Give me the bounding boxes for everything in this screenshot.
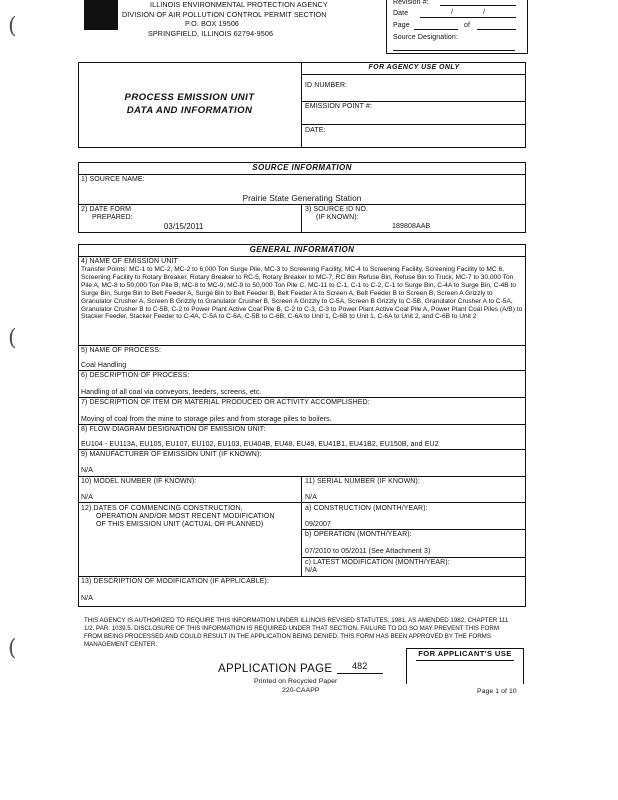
id-number-rule: [301, 101, 526, 102]
source-id-label-1: 3) SOURCE ID NO.: [305, 206, 369, 213]
q13-value: N/A: [81, 595, 93, 602]
q10-q11-split: [301, 476, 302, 577]
source-designation-label: Source Designation:: [393, 34, 458, 41]
q10-value: N/A: [81, 494, 93, 501]
agency-use-header: FOR AGENCY USE ONLY: [368, 64, 460, 71]
source-id-label-2: (IF KNOWN):: [316, 214, 359, 221]
q12b-value: 07/2010 to 05/2011 (See Attachment 3): [305, 548, 431, 555]
applicant-use-underline: [416, 660, 514, 661]
q12-label-3: OF THIS EMISSION UNIT (ACTUAL OR PLANNED): [96, 521, 264, 528]
punch-mark-top: (: [8, 14, 17, 39]
source-info-header: SOURCE INFORMATION: [252, 163, 352, 172]
revision-label: Revision #:: [393, 0, 429, 6]
agency-logo: [84, 0, 118, 30]
q12a-value: 09/2007: [305, 521, 332, 528]
source-id-value: 189808AAB: [392, 223, 431, 230]
q12b-label: b) OPERATION (MONTH/YEAR):: [305, 531, 412, 538]
agency-line-3: P.O. BOX 19506: [185, 19, 240, 28]
q5-rule: [78, 370, 526, 371]
q6-rule: [78, 397, 526, 398]
application-page-line: [337, 673, 383, 674]
authority-disclaimer: THIS AGENCY IS AUTHORIZED TO REQUIRE THIS INFORMATION UNDER ILLINOIS REVISED STATUTES, 1981, AS AMENDED 1982, CHAPTER 111 1/2, PAR. 1039.5. DISCLOSURE OF THIS INFORMATION IS REQUIRED UNDER THAT SECTION. FAILURE TO DO SO MAY PREVENT THIS FORM FROM BEING PROCESSED AND COULD RESULT IN THE APPLICATION BEING DENIED. THIS FORM HAS BEEN APPROVED BY THE FORMS MANAGEMENT CENTER.: [84, 617, 509, 648]
date-line: [420, 17, 516, 18]
revision-page-label: Page: [393, 22, 410, 29]
revision-line: [440, 5, 516, 6]
page-of-line: [477, 29, 516, 30]
applicant-use-label: FOR APPLICANT'S USE: [418, 649, 512, 658]
q9-value: N/A: [81, 467, 93, 474]
q9-rule: [78, 476, 526, 477]
recycled-paper-note: Printed on Recycled Paper: [254, 678, 338, 685]
q8-value: EU104 - EU113A, EU105, EU107, EU102, EU103, EU404B, EU48, EU49, EU41B1, EU41B2, EU150B, and EU2: [81, 441, 439, 448]
source-name-value: Prairie State Generating Station: [242, 194, 362, 203]
date-form-value: 03/15/2011: [164, 222, 204, 231]
q12-rule: [78, 576, 526, 577]
q4-label: 4) NAME OF EMISSION UNIT: [81, 258, 178, 265]
agency-use-rule: [301, 74, 526, 75]
source-info-header-rule: [78, 174, 526, 175]
date-slash-1: /: [451, 9, 454, 16]
q12-label-2: OPERATION AND/OR MOST RECENT MODIFICATION: [96, 513, 275, 520]
q4-rule: [78, 345, 526, 346]
q12a-label: a) CONSTRUCTION (MONTH/YEAR):: [305, 505, 428, 512]
date-slash-2: /: [483, 9, 486, 16]
agency-line-2: DIVISION OF AIR POLLUTION CONTROL PERMIT SECTION: [122, 10, 327, 19]
emission-point-rule: [301, 124, 526, 125]
source-split: [301, 204, 302, 233]
agency-line-1: ILLINOIS ENVIRONMENTAL PROTECTION AGENCY: [150, 0, 328, 9]
general-info-header: GENERAL INFORMATION: [249, 245, 355, 254]
punch-mark-bottom: (: [8, 636, 17, 661]
q5-value: Coal Handling: [81, 362, 127, 369]
q7-value: Moving of coal from the mine to storage piles and from storage piles to boilers.: [81, 416, 332, 423]
q10-rule: [78, 502, 526, 503]
q8-rule: [78, 449, 526, 450]
date-form-label-2: PREPARED:: [92, 214, 133, 221]
form-title-line-1: PROCESS EMISSION UNIT: [124, 92, 255, 103]
q4-emission-unit-text: Transfer Points: MC-1 to MC-2, MC-2 to 6,000 Ton Surge Pile, MC-3 to Screening Facility, MC-4 to Screening Facility, Screening Facility to MC 6, Screening Facility to Rotary Breaker, Rotary Breaker to RC-5, Rotary Breaker to MC-7, RC Bin Refuse Bin, Refuse Bin to Truck, MC-7 to 30,000 Ton Pile A, MC-8 to 50,000 Ton Pile B, MC-8 to MC-9, MC-9 to 50,000 Ton Pile C, MC-11 to C-1, C-1 to C-2, C-1 to Surge Bin, C-4A to Surge Bin, C-4B to Surge Bin, Surge Bin to Belt Feeder A, Surge Bin to Belt Feeder B, Belt Feeder A to Screen A, Belt Feeder B to Screen B, Screen A Grizzly to Granulator Crusher A, Screen B Grizzly to Granulator Crusher B, Screen A Grizzly to C-5A, Screen B Grizzly to C-5B, Granulator Crusher A to C-5A, Granulator Crusher B to C-5B, C-2 to Power Plant Active Coal Pile B, C-2 to C-3, C-3 to Power Plant Active Coal Pile A, Power Plant Coal Piles (A/B) to Stacker Feeder, Stacker Feeder to C-4A, C-5A to C-6A, C-5B to C-6B, C-6A to Unit 1, C-6B to Unit 1, C-6A to Unit 2, and C-6B to Unit 2: [81, 266, 523, 321]
emission-point-label: EMISSION POINT #:: [305, 103, 372, 110]
q6-value: Handling of all coal via conveyors, feeders, screens, etc.: [81, 389, 262, 396]
source-name-rule: [78, 204, 526, 205]
application-page-number: 482: [352, 661, 368, 671]
q8-label: 8) FLOW DIAGRAM DESIGNATION OF EMISSION UNIT:: [81, 426, 266, 433]
q12c-label: c) LATEST MODIFICATION (MONTH/YEAR):: [305, 559, 450, 566]
form-title-line-2: DATA AND INFORMATION: [126, 105, 253, 116]
q12c-value: N/A: [305, 567, 317, 574]
q13-label: 13) DESCRIPTION OF MODIFICATION (IF APPLICABLE):: [81, 578, 269, 585]
q11-value: N/A: [305, 494, 317, 501]
agency-date-label: DATE:: [305, 127, 326, 134]
q12-label-1: 12) DATES OF COMMENCING CONSTRUCTION,: [81, 505, 243, 512]
date-form-label-1: 2) DATE FORM: [81, 206, 132, 213]
q12b-rule: [301, 557, 526, 558]
q12a-rule: [301, 529, 526, 530]
page-count: Page 1 of 10: [477, 688, 517, 695]
general-info-header-rule: [78, 256, 526, 257]
source-name-label: 1) SOURCE NAME:: [81, 176, 145, 183]
form-number: 220-CAAPP: [282, 687, 320, 694]
q7-label: 7) DESCRIPTION OF ITEM OR MATERIAL PRODUCED OR ACTIVITY ACCOMPLISHED:: [81, 399, 370, 406]
punch-mark-middle: (: [8, 326, 17, 351]
q10-label: 10) MODEL NUMBER (IF KNOWN):: [81, 478, 197, 485]
q9-label: 9) MANUFACTURER OF EMISSION UNIT (IF KNOWN):: [81, 451, 262, 458]
page-line: [414, 29, 458, 30]
q5-label: 5) NAME OF PROCESS:: [81, 347, 162, 354]
agency-line-4: SPRINGFIELD, ILLINOIS 62794-9506: [148, 29, 274, 38]
q11-label: 11) SERIAL NUMBER (IF KNOWN):: [305, 478, 420, 485]
application-page-label: APPLICATION PAGE: [218, 663, 333, 675]
source-designation-line: [393, 50, 515, 51]
q6-label: 6) DESCRIPTION OF PROCESS:: [81, 372, 190, 379]
id-number-label: ID NUMBER:: [305, 82, 348, 89]
revision-date-label: Date: [393, 10, 409, 17]
q7-rule: [78, 424, 526, 425]
revision-of-label: of: [464, 22, 471, 29]
